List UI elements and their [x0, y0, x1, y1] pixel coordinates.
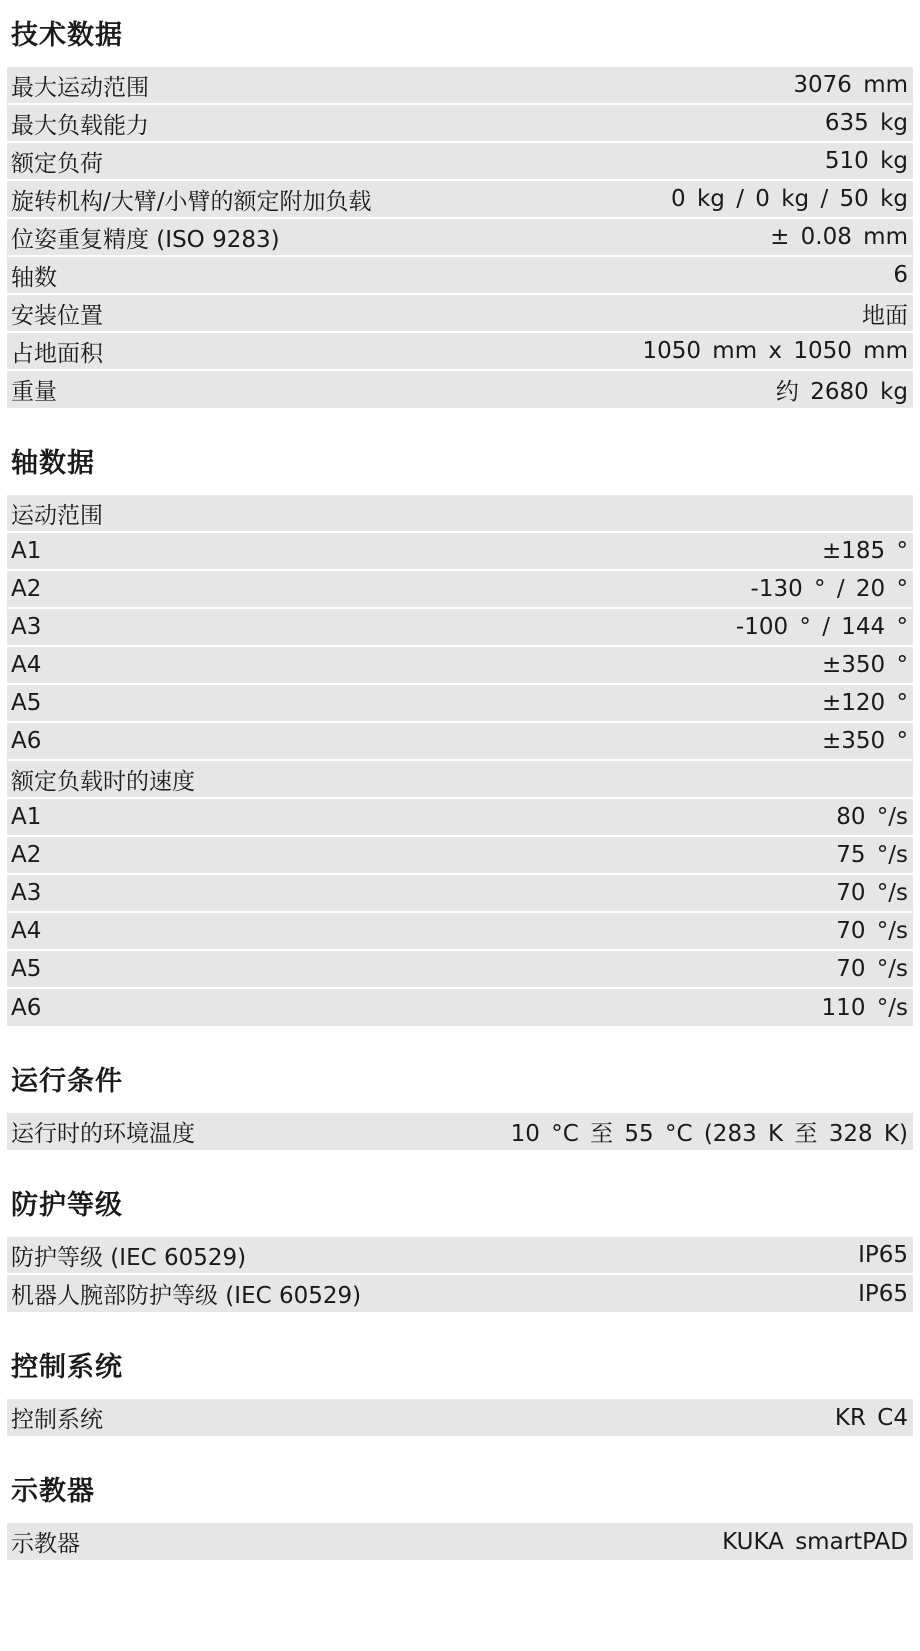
- row-value: 510 kg: [824, 148, 908, 174]
- row-label: 轴数: [11, 264, 57, 291]
- row-label: A1: [11, 804, 42, 830]
- spec-table: [7, 1113, 913, 1150]
- spec-table: [7, 1399, 913, 1436]
- row-value: KUKA smartPAD: [722, 1528, 908, 1555]
- row-label: A6: [11, 994, 42, 1021]
- section-spacer: [7, 1026, 913, 1046]
- table-row: [7, 219, 913, 257]
- table-row: [7, 1275, 913, 1312]
- row-value: ±350 °: [822, 728, 908, 754]
- row-value: 70 °/s: [836, 918, 908, 944]
- row-label: 旋转机构/大臂/小臂的额定附加负载: [11, 188, 372, 215]
- table-row: [7, 371, 913, 408]
- row-value: 635 kg: [824, 110, 908, 136]
- row-value: 1050 mm x 1050 mm: [642, 338, 908, 364]
- spec-table: [7, 67, 913, 408]
- table-row: [7, 67, 913, 105]
- row-value: 约 2680 kg: [775, 379, 908, 405]
- section-operating-conditions: [7, 1046, 913, 1150]
- row-value: -100 ° / 144 °: [735, 614, 908, 640]
- row-value: ±185 °: [822, 538, 908, 564]
- section-control-system: [7, 1332, 913, 1436]
- table-row: [7, 609, 913, 647]
- section-protection-class: [7, 1170, 913, 1312]
- table-row: [7, 647, 913, 685]
- section-title: 控制系统: [11, 1352, 123, 1383]
- section-axis-data: [7, 428, 913, 1026]
- row-value: -130 ° / 20 °: [750, 576, 908, 602]
- row-label: A4: [11, 652, 42, 678]
- section-spacer: [7, 408, 913, 428]
- table-row: [7, 181, 913, 219]
- row-label: A5: [11, 690, 42, 716]
- section-spacer: [7, 1150, 913, 1170]
- row-value: 6: [893, 262, 908, 288]
- row-label: A3: [11, 880, 42, 906]
- row-value: 70 °/s: [836, 956, 908, 982]
- table-row: [7, 685, 913, 723]
- row-value: 80 °/s: [836, 804, 908, 830]
- row-value: 70 °/s: [836, 880, 908, 906]
- table-row: [7, 913, 913, 951]
- row-label: 重量: [11, 379, 57, 405]
- row-value: IP65: [858, 1242, 908, 1268]
- row-label: 额定负载时的速度: [11, 768, 195, 795]
- section-title: 防护等级: [11, 1190, 123, 1221]
- table-row: [7, 333, 913, 371]
- row-label: 控制系统: [11, 1407, 103, 1433]
- row-label: A3: [11, 614, 42, 640]
- table-row: [7, 989, 913, 1026]
- table-row: [7, 295, 913, 333]
- table-row: [7, 1523, 913, 1560]
- table-row: [7, 723, 913, 761]
- row-value: IP65: [858, 1280, 908, 1307]
- row-value: 地面: [862, 302, 908, 329]
- table-row: [7, 799, 913, 837]
- row-label: A2: [11, 576, 42, 602]
- table-row: [7, 105, 913, 143]
- row-label: 运动范围: [11, 502, 103, 529]
- row-label: A1: [11, 538, 42, 564]
- section-title: 运行条件: [11, 1066, 123, 1097]
- table-row: [7, 837, 913, 875]
- row-label: 示教器: [11, 1531, 80, 1557]
- table-row: [7, 143, 913, 181]
- section-technical-data: [7, 0, 913, 408]
- row-value: ±120 °: [822, 690, 908, 716]
- section-spacer: [7, 1436, 913, 1456]
- row-value: 75 °/s: [836, 842, 908, 868]
- table-row: [7, 533, 913, 571]
- row-label: A6: [11, 728, 42, 754]
- row-label: 位姿重复精度 (ISO 9283): [11, 226, 280, 253]
- row-label: 占地面积: [11, 340, 103, 367]
- row-value: ±350 °: [822, 652, 908, 678]
- table-row: [7, 951, 913, 989]
- table-row: [7, 1399, 913, 1436]
- row-value: ± 0.08 mm: [770, 224, 908, 250]
- row-label: 最大负载能力: [11, 112, 149, 139]
- table-row: [7, 875, 913, 913]
- row-label: 安装位置: [11, 302, 103, 329]
- table-row: [7, 495, 913, 533]
- section-title: 示教器: [11, 1476, 95, 1507]
- row-value: 110 °/s: [821, 994, 908, 1021]
- spec-table: [7, 495, 913, 1026]
- section-title: 技术数据: [11, 20, 123, 51]
- row-label: A5: [11, 956, 42, 982]
- table-row: [7, 571, 913, 609]
- row-label: 最大运动范围: [11, 74, 149, 101]
- spec-table: [7, 1237, 913, 1312]
- section-title: 轴数据: [11, 448, 95, 479]
- row-label: A2: [11, 842, 42, 868]
- row-label: 额定负荷: [11, 150, 103, 177]
- row-label: A4: [11, 918, 42, 944]
- row-value: 10 °C 至 55 °C (283 K 至 328 K): [510, 1121, 908, 1147]
- section-spacer: [7, 1312, 913, 1332]
- section-teach-pendant: [7, 1456, 913, 1560]
- row-label: 防护等级 (IEC 60529): [11, 1244, 247, 1271]
- table-row: [7, 1113, 913, 1150]
- row-label: 运行时的环境温度: [11, 1121, 195, 1147]
- row-label: 机器人腕部防护等级 (IEC 60529): [11, 1283, 362, 1309]
- row-value: 0 kg / 0 kg / 50 kg: [671, 186, 908, 212]
- spec-table: [7, 1523, 913, 1560]
- table-row: [7, 1237, 913, 1275]
- table-row: [7, 761, 913, 799]
- row-value: 3076 mm: [793, 72, 908, 98]
- table-row: [7, 257, 913, 295]
- row-value: KR C4: [834, 1404, 908, 1431]
